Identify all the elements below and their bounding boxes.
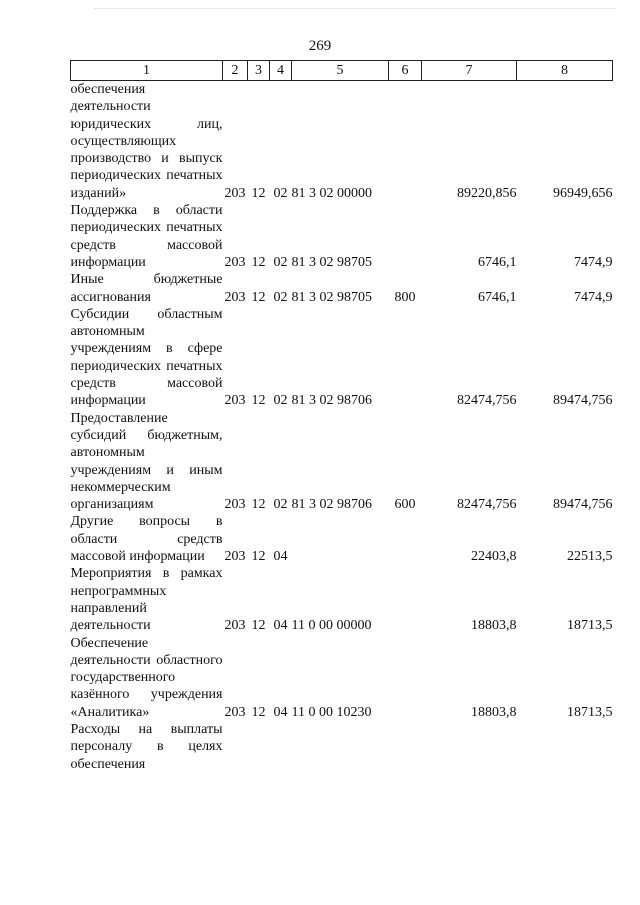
cell-amount-1: 18803,8 (471, 618, 517, 634)
table-row (71, 410, 613, 514)
row-description: Предоставление субсидий бюджетным, автономным учреждениям и иным некоммерческим организациям (70, 410, 223, 513)
cell-section: 12 (251, 497, 266, 513)
cell-type (389, 721, 422, 773)
row-description: обеспечения деятельности юридических лиц, осуществляющих производство и выпуск периодических печатных изданий» (70, 82, 223, 201)
row-description: Обеспечение деятельности областного государственного казённого учреждения «Аналитика» (70, 635, 223, 720)
table-row (71, 271, 613, 306)
scan-artifact-line (95, 8, 615, 13)
table-row (71, 635, 613, 721)
col-header: 5 (292, 61, 389, 81)
cell-amount-2: 18713,5 (567, 704, 613, 720)
table-row (71, 202, 613, 271)
cell-amount-1: 89220,856 (457, 185, 517, 201)
row-description: Иные бюджетные ассигнования (70, 272, 223, 305)
col-header: 6 (389, 61, 422, 81)
cell-amount-1: 82474,756 (457, 497, 517, 513)
col-header: 4 (270, 61, 292, 81)
cell-type (389, 635, 422, 721)
col-header: 7 (422, 61, 517, 81)
cell-subsection: 04 (273, 704, 288, 720)
cell-subsection: 02 (273, 185, 288, 201)
cell-target: 11 0 00 00000 (291, 618, 372, 634)
cell-amount-2: 22513,5 (567, 549, 613, 565)
cell-subsection: 02 (273, 497, 288, 513)
cell-amount-2 (517, 721, 613, 773)
cell-section: 12 (251, 393, 266, 409)
cell-subsection (270, 721, 292, 773)
col-header: 3 (248, 61, 270, 81)
row-description: Поддержка в области периодических печатных средств массовой информации (70, 203, 223, 270)
cell-type (389, 202, 422, 271)
cell-amount-2: 89474,756 (553, 393, 613, 409)
cell-subsection: 02 (273, 289, 288, 305)
row-description: Субсидии областным автономным учреждениям в сфере периодических печатных средств массовой информации (70, 306, 223, 409)
cell-amount-1: 22403,8 (471, 549, 517, 565)
cell-section: 12 (251, 185, 266, 201)
cell-target: 81 3 02 98705 (291, 254, 372, 270)
col-header: 2 (223, 61, 248, 81)
cell-amount-1: 82474,756 (457, 393, 517, 409)
cell-target (292, 721, 389, 773)
cell-amount-1: 18803,8 (471, 704, 517, 720)
table-row (71, 513, 613, 565)
cell-code: 203 (224, 289, 246, 305)
cell-target (292, 513, 389, 565)
cell-code: 203 (224, 704, 246, 720)
table-row (71, 306, 613, 410)
cell-section: 12 (251, 549, 266, 565)
cell-amount-1 (422, 721, 517, 773)
cell-code: 203 (224, 393, 246, 409)
row-description: Расходы на выплаты персоналу в целях обеспечения (70, 721, 223, 772)
cell-code: 203 (224, 497, 246, 513)
cell-type (389, 513, 422, 565)
cell-amount-2: 7474,9 (574, 254, 613, 270)
cell-code: 203 (224, 185, 246, 201)
cell-target: 81 3 02 98705 (291, 289, 372, 305)
cell-code (223, 721, 248, 773)
cell-amount-2: 18713,5 (567, 618, 613, 634)
cell-code: 203 (224, 549, 246, 565)
cell-type (389, 306, 422, 410)
header-row (71, 61, 613, 81)
cell-type (389, 565, 422, 634)
col-header: 8 (517, 61, 613, 81)
cell-target: 81 3 02 98706 (291, 393, 372, 409)
cell-section: 12 (251, 618, 266, 634)
page-number: 269 (308, 38, 332, 54)
cell-section: 12 (251, 289, 266, 305)
cell-subsection: 04 (273, 618, 288, 634)
table-row (71, 565, 613, 634)
cell-subsection: 02 (273, 393, 288, 409)
cell-type (389, 81, 422, 203)
cell-amount-2: 96949,656 (553, 185, 613, 201)
table-row (71, 81, 613, 203)
cell-amount-1: 6746,1 (478, 289, 517, 305)
cell-section: 12 (251, 704, 266, 720)
cell-amount-2: 89474,756 (553, 497, 613, 513)
cell-code: 203 (224, 618, 246, 634)
col-header: 1 (71, 61, 223, 81)
row-description: Другие вопросы в области средств массовой информации (70, 514, 223, 565)
cell-code: 203 (224, 254, 246, 270)
cell-type: 600 (394, 497, 416, 513)
cell-section (248, 721, 270, 773)
cell-subsection: 04 (273, 549, 288, 565)
table-row (71, 721, 613, 773)
cell-amount-1: 6746,1 (478, 254, 517, 270)
cell-target: 11 0 00 10230 (291, 704, 372, 720)
cell-target: 81 3 02 00000 (291, 185, 372, 201)
cell-type: 800 (394, 289, 416, 305)
row-description: Мероприятия в рамках непрограммных направлений деятельности (70, 566, 223, 634)
cell-subsection: 02 (273, 254, 288, 270)
cell-section: 12 (251, 254, 266, 270)
cell-amount-2: 7474,9 (574, 289, 613, 305)
cell-target: 81 3 02 98706 (291, 497, 372, 513)
budget-table (70, 60, 613, 773)
